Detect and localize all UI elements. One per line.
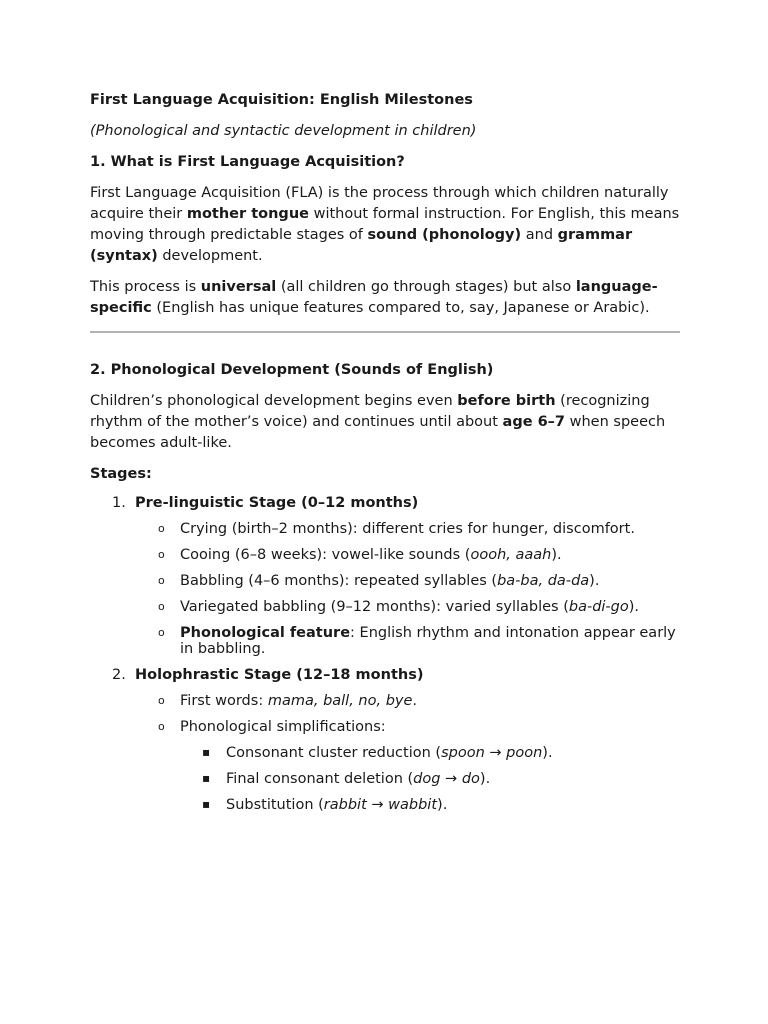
bold-term: universal — [200, 279, 277, 295]
horizontal-divider — [90, 331, 680, 333]
list-item-variegated-babbling — [90, 599, 680, 615]
stages-label: Stages: — [90, 466, 152, 482]
arrow-icon: → — [484, 745, 507, 761]
circle-bullet-icon: o — [158, 720, 165, 733]
bold-term: grammar (syntax) — [90, 227, 633, 264]
bold-term: sound (phonology) — [367, 227, 522, 243]
document-title: First Language Acquisition: English Milestones — [90, 92, 473, 108]
bold-term: age 6–7 — [502, 414, 566, 430]
example: wabbit — [388, 797, 438, 813]
list-item-first-words — [90, 693, 680, 709]
bold-term: language-specific — [90, 279, 658, 316]
list-item-phonological-simplifications — [90, 719, 680, 735]
circle-bullet-icon: o — [158, 600, 165, 613]
bold-term: mother tongue — [186, 206, 309, 222]
text: - — [605, 599, 611, 615]
section-1-heading: 1. What is First Language Acquisition? — [90, 154, 405, 170]
list-item-substitution — [90, 797, 680, 813]
example: ba, da — [520, 573, 566, 589]
list-item-cooing — [90, 547, 680, 563]
section-1-paragraph-1 — [90, 183, 680, 267]
text: . — [412, 693, 418, 709]
list-item-babbling — [90, 573, 680, 589]
text: and — [521, 227, 558, 243]
document-subtitle: (Phonological and syntactic development in children) — [90, 123, 477, 139]
text: ). — [437, 797, 448, 813]
bold-term: Phonological feature — [180, 625, 351, 641]
circle-bullet-icon: o — [158, 574, 165, 587]
text: (recognizing rhythm of the mother’s voice) and continues until about — [90, 393, 650, 430]
text: Substitution ( — [226, 797, 324, 813]
text: - — [586, 599, 593, 615]
example: da — [571, 573, 590, 589]
section-2-paragraph — [90, 391, 680, 454]
square-bullet-icon: ▪ — [202, 745, 211, 759]
text: ). — [628, 599, 640, 615]
example: do — [461, 771, 480, 787]
square-bullet-icon: ▪ — [202, 797, 211, 811]
text: ). — [479, 771, 491, 787]
example: spoon — [441, 745, 485, 761]
example: ba — [568, 599, 587, 615]
example: di — [592, 599, 606, 615]
stage-2-heading — [90, 667, 680, 683]
example: poon — [506, 745, 543, 761]
square-bullet-icon: ▪ — [202, 771, 211, 785]
circle-bullet-icon: o — [158, 522, 165, 535]
list-item-phonological-feature — [90, 625, 680, 657]
stage-title: Holophrastic Stage (12–18 months) — [135, 667, 424, 683]
text: ). — [551, 547, 562, 563]
text: Final consonant deletion ( — [226, 771, 414, 787]
text: Phonological simplifications: — [180, 719, 386, 735]
text: without formal instruction. For English, this means moving through predictable stages of — [90, 206, 680, 243]
stage-title: Pre-linguistic Stage (0–12 months) — [135, 495, 419, 511]
list-item-final-consonant-deletion — [90, 771, 680, 787]
circle-bullet-icon: o — [158, 548, 165, 561]
example: go — [610, 599, 629, 615]
circle-bullet-icon: o — [158, 626, 165, 639]
text: - — [515, 573, 521, 589]
text: ). — [589, 573, 600, 589]
text: Crying (birth–2 months): different cries for hunger, discomfort. — [180, 521, 635, 537]
example: dog — [413, 771, 441, 787]
text: Children’s phonological development begins even — [90, 393, 458, 409]
list-number: 2. — [112, 667, 126, 683]
text: This process is — [90, 279, 201, 295]
example: mama, ball, no, bye — [267, 693, 413, 709]
text: First words: — [180, 693, 268, 709]
example: oooh, aaah — [470, 547, 552, 563]
arrow-icon: → — [366, 797, 389, 813]
section-1-paragraph-2 — [90, 277, 680, 319]
text: Consonant cluster reduction ( — [226, 745, 442, 761]
list-number: 1. — [112, 495, 126, 511]
text: Babbling (4–6 months): repeated syllables ( — [180, 573, 498, 589]
example: rabbit — [323, 797, 367, 813]
text: Variegated babbling (9–12 months): varied syllables ( — [180, 599, 569, 615]
text: : English rhythm and intonation appear early in babbling. — [180, 625, 676, 657]
text: (all children go through stages) but also — [276, 279, 576, 295]
text: Cooing (6–8 weeks): vowel-like sounds ( — [180, 547, 471, 563]
document-page — [90, 90, 680, 823]
text: ). — [542, 745, 553, 761]
example: ba — [497, 573, 516, 589]
list-item-crying — [90, 521, 680, 537]
bold-term: before birth — [457, 393, 556, 409]
text: (English has unique features compared to, say, Japanese or Arabic). — [151, 300, 650, 316]
text: - — [565, 573, 572, 589]
text: when speech becomes adult-like. — [90, 414, 666, 451]
arrow-icon: → — [440, 771, 462, 787]
section-2-heading: 2. Phonological Development (Sounds of English) — [90, 362, 494, 378]
circle-bullet-icon: o — [158, 694, 165, 707]
text: First Language Acquisition (FLA) is the process through which children naturally acquire their — [90, 185, 669, 222]
text: development. — [157, 248, 263, 264]
stage-1-heading — [90, 495, 680, 511]
list-item-cluster-reduction — [90, 745, 680, 761]
